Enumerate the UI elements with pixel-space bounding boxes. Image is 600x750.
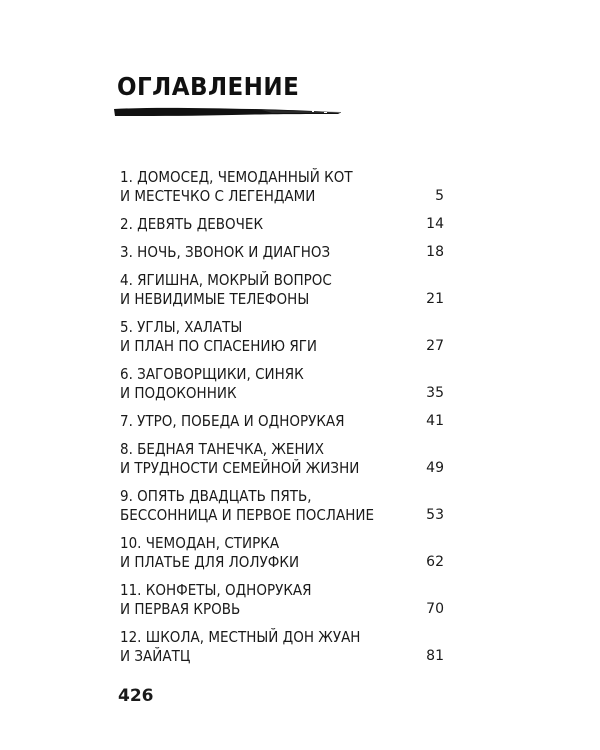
toc-entry-8[interactable] xyxy=(120,440,450,478)
toc-entry-title-line1: 10. ЧЕМОДАН, СТИРКА xyxy=(120,534,280,552)
toc-entry-title-line1: 11. КОНФЕТЫ, ОДНОРУКАЯ xyxy=(120,581,312,599)
toc-entry-title-line1: 4. ЯГИШНА, МОКРЫЙ ВОПРОС xyxy=(120,271,332,289)
toc-entry-title-line1: 12. ШКОЛА, МЕСТНЫЙ ДОН ЖУАН xyxy=(120,628,361,646)
toc-entry-2[interactable] xyxy=(120,215,450,234)
toc-entry-page: 18 xyxy=(426,244,444,260)
toc-entry-title-line2: И ПОДОКОННИК xyxy=(120,384,237,402)
toc-entry-title-line2: И ЗАЙАТЦ xyxy=(120,647,191,665)
toc-entry-10[interactable] xyxy=(120,534,450,572)
toc-entry-page: 53 xyxy=(426,507,444,523)
toc-entry-page: 14 xyxy=(426,216,444,232)
table-of-contents xyxy=(120,168,450,666)
toc-entry-page: 35 xyxy=(426,385,444,401)
toc-entry-title-line1: 3. НОЧЬ, ЗВОНОК И ДИАГНОЗ xyxy=(120,243,331,261)
toc-entry-page: 21 xyxy=(426,291,444,307)
toc-entry-title-line1: 8. БЕДНАЯ ТАНЕЧКА, ЖЕНИХ xyxy=(120,440,324,458)
toc-entry-7[interactable] xyxy=(120,412,450,431)
toc-entry-11[interactable] xyxy=(120,581,450,619)
toc-entry-title-line2: БЕССОННИЦА И ПЕРВОЕ ПОСЛАНИЕ xyxy=(120,506,374,524)
toc-entry-title-line1: 1. ДОМОСЕД, ЧЕМОДАННЫЙ КОТ xyxy=(120,168,353,186)
toc-entry-title-line1: 6. ЗАГОВОРЩИКИ, СИНЯК xyxy=(120,365,304,383)
toc-entry-4[interactable] xyxy=(120,271,450,309)
brush-stroke-underline xyxy=(112,104,342,118)
toc-entry-6[interactable] xyxy=(120,365,450,403)
toc-entry-5[interactable] xyxy=(120,318,450,356)
toc-entry-page: 27 xyxy=(426,338,444,354)
toc-entry-title-line2: И НЕВИДИМЫЕ ТЕЛЕФОНЫ xyxy=(120,290,310,308)
toc-entry-title-line1: 7. УТРО, ПОБЕДА И ОДНОРУКАЯ xyxy=(120,412,345,430)
toc-entry-page: 70 xyxy=(426,601,444,617)
toc-entry-1[interactable] xyxy=(120,168,450,206)
toc-entry-page: 62 xyxy=(426,554,444,570)
toc-entry-title-line2: И ТРУДНОСТИ СЕМЕЙНОЙ ЖИЗНИ xyxy=(120,459,360,477)
toc-entry-page: 41 xyxy=(426,413,444,429)
toc-entry-title-line2: И ПЛАН ПО СПАСЕНИЮ ЯГИ xyxy=(120,337,318,355)
toc-entry-12[interactable] xyxy=(120,628,450,666)
page-number: 426 xyxy=(118,686,154,706)
toc-entry-3[interactable] xyxy=(120,243,450,262)
page-title: ОГЛАВЛЕНИЕ xyxy=(117,72,300,101)
toc-entry-title-line2: И МЕСТЕЧКО С ЛЕГЕНДАМИ xyxy=(120,187,316,205)
toc-entry-page: 81 xyxy=(426,648,444,664)
toc-entry-title-line1: 9. ОПЯТЬ ДВАДЦАТЬ ПЯТЬ, xyxy=(120,487,312,505)
toc-entry-title-line1: 2. ДЕВЯТЬ ДЕВОЧЕК xyxy=(120,215,264,233)
toc-entry-title-line2: И ПЛАТЬЕ ДЛЯ ЛОЛУФКИ xyxy=(120,553,300,571)
toc-entry-9[interactable] xyxy=(120,487,450,525)
toc-entry-page: 5 xyxy=(435,188,444,204)
toc-entry-title-line2: И ПЕРВАЯ КРОВЬ xyxy=(120,600,241,618)
toc-entry-title-line1: 5. УГЛЫ, ХАЛАТЫ xyxy=(120,318,243,336)
toc-entry-page: 49 xyxy=(426,460,444,476)
